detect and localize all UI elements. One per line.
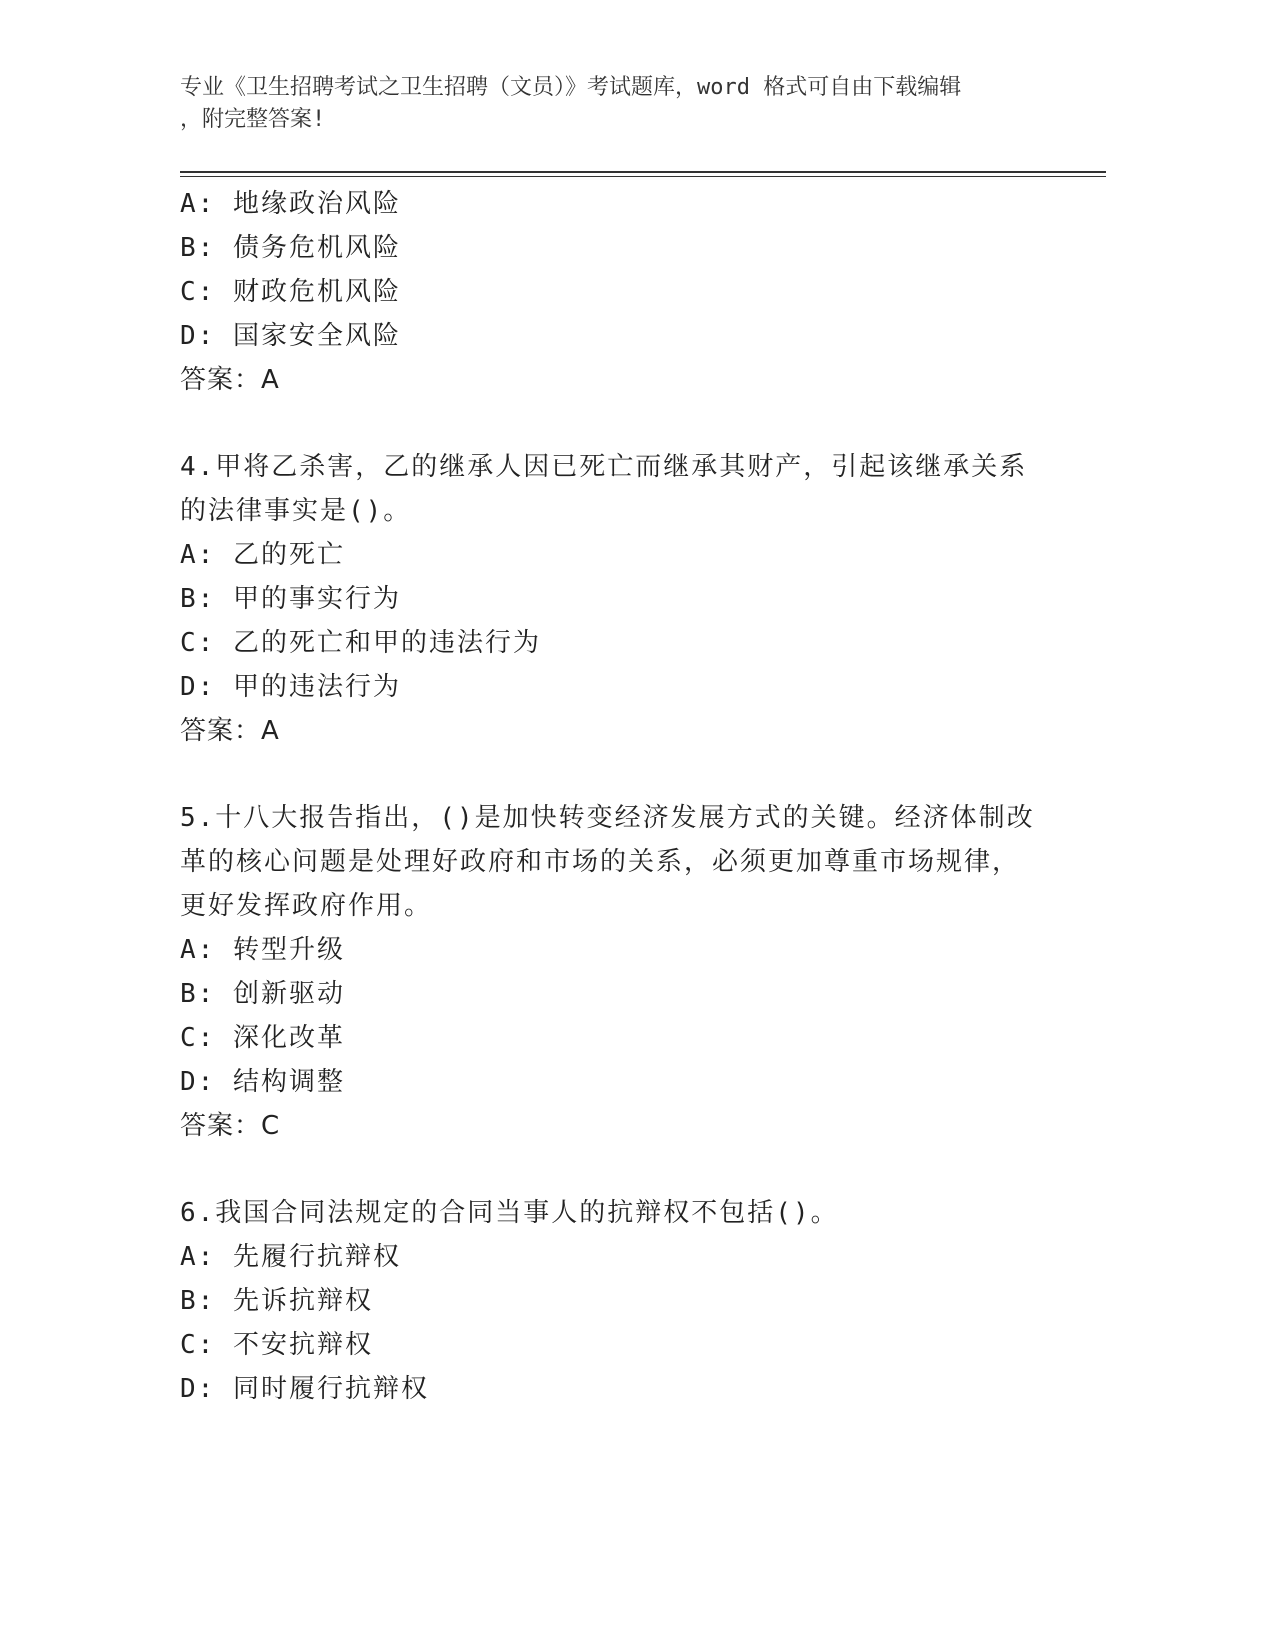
option-a: A: 先履行抗辩权 [180, 1242, 401, 1272]
option-c: C: 深化改革 [180, 1023, 345, 1053]
option-b: B: 创新驱动 [180, 979, 345, 1009]
option-a: A: 转型升级 [180, 935, 345, 965]
option-b: B: 先诉抗辩权 [180, 1286, 373, 1316]
option-c: C: 乙的死亡和甲的违法行为 [180, 628, 541, 658]
question-5 [180, 796, 1040, 1148]
header-line-2: ，附完整答案! [180, 107, 326, 132]
header-rule-thin [180, 176, 1106, 177]
question-text-line: 革的核心问题是处理好政府和市场的关系，必须更加尊重市场规律， [180, 847, 1021, 877]
option-c: C: 不安抗辩权 [180, 1330, 373, 1360]
option-b: B: 债务危机风险 [180, 233, 401, 263]
question-4 [180, 445, 1040, 753]
option-a: A: 地缘政治风险 [180, 189, 401, 219]
option-d: D: 甲的违法行为 [180, 672, 401, 702]
option-d: D: 同时履行抗辩权 [180, 1374, 429, 1404]
header-rule-thick [180, 171, 1106, 173]
question-3 [180, 182, 1040, 402]
question-text-line: 5.十八大报告指出，()是加快转变经济发展方式的关键。经济体制改 [180, 803, 1035, 833]
option-a: A: 乙的死亡 [180, 540, 345, 570]
question-text-line: 更好发挥政府作用。 [180, 891, 433, 921]
option-b: B: 甲的事实行为 [180, 584, 401, 614]
document-header [180, 72, 1040, 136]
question-6 [180, 1191, 1040, 1411]
option-d: D: 国家安全风险 [180, 321, 401, 351]
answer-label: 答案：A [180, 716, 280, 746]
option-d: D: 结构调整 [180, 1067, 345, 1097]
option-c: C: 财政危机风险 [180, 277, 401, 307]
question-text-line: 6.我国合同法规定的合同当事人的抗辩权不包括()。 [180, 1198, 839, 1228]
question-text-line: 4.甲将乙杀害，乙的继承人因已死亡而继承其财产，引起该继承关系 [180, 452, 1028, 482]
header-line-1: 专业《卫生招聘考试之卫生招聘（文员）》考试题库，word 格式可自由下载编辑 [180, 75, 962, 100]
question-text-line: 的法律事实是()。 [180, 496, 412, 526]
answer-label: 答案：A [180, 365, 280, 395]
question-list [180, 182, 1040, 1411]
answer-label: 答案：C [180, 1111, 281, 1141]
